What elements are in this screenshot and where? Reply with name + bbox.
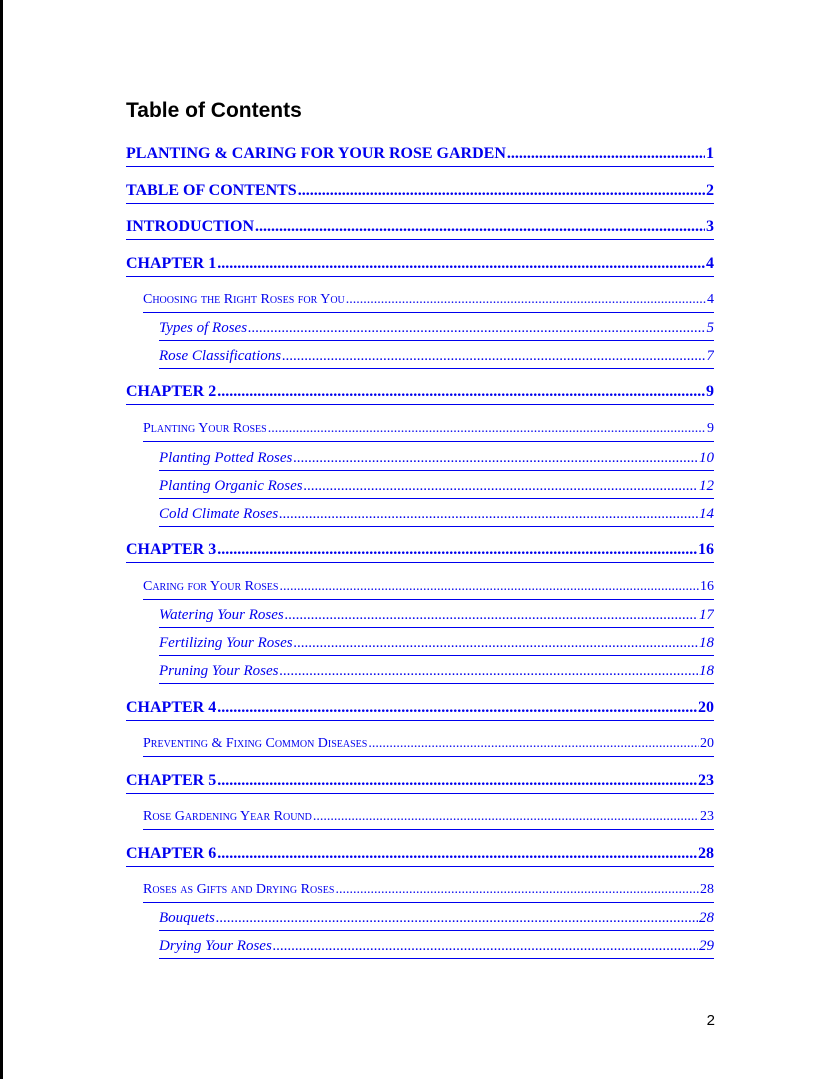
toc-entry-level-1[interactable] xyxy=(126,698,714,721)
toc-dot-leader xyxy=(273,936,698,956)
toc-entry-page: 23 xyxy=(698,772,714,789)
toc-entry-level-2[interactable] xyxy=(143,734,714,757)
toc-entry-page: 20 xyxy=(700,736,714,751)
toc-entry-page: 17 xyxy=(699,607,714,623)
toc-entry-page: 7 xyxy=(706,348,714,364)
toc-entry-level-1[interactable] xyxy=(126,844,714,867)
toc-entry-label: Planting Organic Roses xyxy=(159,478,303,494)
toc-entry-label: INTRODUCTION xyxy=(126,218,255,235)
toc-entry-page: 14 xyxy=(699,506,714,522)
toc-entry-label: Preventing & Fixing Common Diseases xyxy=(143,736,368,751)
toc-entry-label: CHAPTER 6 xyxy=(126,845,217,862)
toc-entry-level-1[interactable] xyxy=(126,181,714,204)
toc-entry-label: Planting Potted Roses xyxy=(159,450,293,466)
toc-entry-page: 5 xyxy=(706,320,714,336)
toc-dot-leader xyxy=(507,144,705,164)
toc-entry-page: 2 xyxy=(706,182,714,199)
toc-entry-level-3[interactable] xyxy=(159,346,714,369)
toc-entry-level-3[interactable] xyxy=(159,633,714,656)
toc-dot-leader xyxy=(313,807,699,827)
toc-entry-label: PLANTING & CARING FOR YOUR ROSE GARDEN xyxy=(126,145,506,162)
toc-entry-label: Planting Your Roses xyxy=(143,421,267,436)
toc-entry-level-1[interactable] xyxy=(126,144,714,167)
toc-entry-page: 20 xyxy=(698,699,714,716)
toc-entry-level-2[interactable] xyxy=(143,419,714,442)
toc-entry-level-3[interactable] xyxy=(159,936,714,959)
toc-entry-label: Rose Classifications xyxy=(159,348,282,364)
toc-dot-leader xyxy=(217,771,697,791)
toc-entry-page: 18 xyxy=(699,663,714,679)
toc-entry-label: CHAPTER 3 xyxy=(126,541,217,558)
toc-dot-leader xyxy=(268,419,706,439)
toc-entry-label: CHAPTER 5 xyxy=(126,772,217,789)
toc-entry-level-2[interactable] xyxy=(143,880,714,903)
toc-dot-leader xyxy=(304,476,698,496)
toc-entry-label: Choosing the Right Roses for You xyxy=(143,292,345,307)
toc-dot-leader xyxy=(216,908,698,928)
toc-dot-leader xyxy=(298,181,705,201)
toc-entry-level-3[interactable] xyxy=(159,504,714,527)
toc-entry-label: CHAPTER 1 xyxy=(126,255,217,272)
toc-entry-page: 28 xyxy=(698,845,714,862)
toc-entry-label: Cold Climate Roses xyxy=(159,506,279,522)
toc-entry-label: Bouquets xyxy=(159,910,215,926)
toc-dot-leader xyxy=(285,605,698,625)
toc-entry-level-2[interactable] xyxy=(143,290,714,313)
toc-entry-page: 28 xyxy=(699,910,714,926)
toc-entry-label: Types of Roses xyxy=(159,320,248,336)
toc-entry-level-3[interactable] xyxy=(159,318,714,341)
toc-entry-page: 16 xyxy=(700,579,714,594)
toc-entry-page: 4 xyxy=(707,292,714,307)
toc-entry-level-1[interactable] xyxy=(126,217,714,240)
toc-dot-leader xyxy=(294,633,698,653)
toc-entry-level-3[interactable] xyxy=(159,661,714,684)
toc-dot-leader xyxy=(217,540,697,560)
toc-dot-leader xyxy=(217,254,705,274)
toc-entry-level-2[interactable] xyxy=(143,807,714,830)
toc-entry-page: 3 xyxy=(706,218,714,235)
toc-entry-label: Pruning Your Roses xyxy=(159,663,279,679)
toc-entry-level-1[interactable] xyxy=(126,771,714,794)
toc-entry-label: Rose Gardening Year Round xyxy=(143,809,312,824)
toc-dot-leader xyxy=(217,382,705,402)
toc-dot-leader xyxy=(335,880,699,900)
toc-entry-level-1[interactable] xyxy=(126,254,714,277)
toc-dot-leader xyxy=(255,217,705,237)
toc-entry-page: 10 xyxy=(699,450,714,466)
toc-dot-leader xyxy=(279,577,699,597)
toc-dot-leader xyxy=(217,844,697,864)
toc-dot-leader xyxy=(279,504,698,524)
toc-entry-label: Watering Your Roses xyxy=(159,607,284,623)
toc-entry-page: 4 xyxy=(706,255,714,272)
toc-entry-level-2[interactable] xyxy=(143,577,714,600)
toc-entry-level-1[interactable] xyxy=(126,382,714,405)
toc-entry-level-3[interactable] xyxy=(159,476,714,499)
toc-dot-leader xyxy=(217,698,697,718)
toc-entry-label: TABLE OF CONTENTS xyxy=(126,182,297,199)
toc-entry-level-1[interactable] xyxy=(126,540,714,563)
toc-entry-page: 1 xyxy=(706,145,714,162)
toc-dot-leader xyxy=(346,290,706,310)
toc-entry-level-3[interactable] xyxy=(159,448,714,471)
toc-dot-leader xyxy=(293,448,698,468)
toc-entry-label: CHAPTER 2 xyxy=(126,383,217,400)
toc-dot-leader xyxy=(279,661,698,681)
toc-entry-page: 18 xyxy=(699,635,714,651)
toc-entry-page: 29 xyxy=(699,938,714,954)
toc-entry-label: Fertilizing Your Roses xyxy=(159,635,293,651)
page-number: 2 xyxy=(706,1012,715,1029)
toc-entry-label: Roses as Gifts and Drying Roses xyxy=(143,882,335,897)
toc-dot-leader xyxy=(368,734,699,754)
toc-entry-label: Caring for Your Roses xyxy=(143,579,279,594)
toc-entry-page: 9 xyxy=(707,421,714,436)
toc-entry-level-3[interactable] xyxy=(159,605,714,628)
toc-dot-leader xyxy=(282,346,705,366)
toc-entry-page: 16 xyxy=(698,541,714,558)
toc-entry-page: 9 xyxy=(706,383,714,400)
toc-entry-label: CHAPTER 4 xyxy=(126,699,217,716)
toc-title: Table of Contents xyxy=(126,99,302,122)
toc-entry-label: Drying Your Roses xyxy=(159,938,272,954)
toc-entry-level-3[interactable] xyxy=(159,908,714,931)
toc-dot-leader xyxy=(248,318,705,338)
toc-entry-page: 12 xyxy=(699,478,714,494)
toc-entry-page: 28 xyxy=(700,882,714,897)
toc-entry-page: 23 xyxy=(700,809,714,824)
